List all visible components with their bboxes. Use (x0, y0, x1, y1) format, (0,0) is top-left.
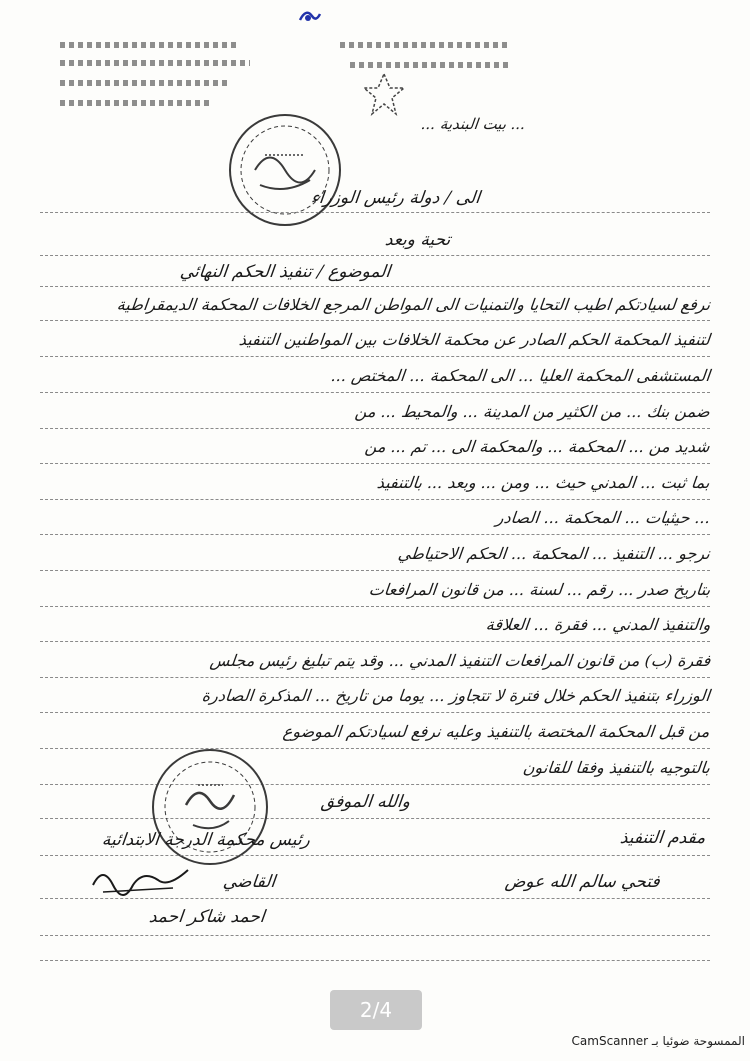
letterhead-line (60, 100, 210, 106)
signatory-left-note: القاضي (221, 872, 277, 892)
page-indicator: 2/4 (330, 990, 422, 1030)
ruled-line (40, 463, 710, 464)
ruled-line (40, 255, 710, 256)
ruled-line (40, 855, 710, 856)
signatory-right-name: فتحي سالم الله عوض (504, 872, 662, 892)
closing-line: والله الموفق (319, 792, 412, 812)
letterhead-line (340, 42, 510, 48)
ruled-line (40, 712, 710, 713)
address-line: الى / دولة رئيس الوزراء (309, 188, 482, 208)
ruled-line (40, 606, 710, 607)
signatory-left-title: رئيس محكمة الدرجة الابتدائية (101, 830, 312, 850)
signatory-left-name: احمد شاكر احمد (148, 907, 267, 927)
greeting-line: تحية وبعد (383, 230, 452, 250)
ruled-line (40, 748, 710, 749)
body-line: نرفع لسيادتكم اطيب التحايا والتمنيات الى المواطن المرجع الخلافات المحكمة الديمقراطية (115, 295, 711, 314)
ruled-line (40, 499, 710, 500)
ruled-line (40, 286, 710, 287)
signature-left (88, 860, 198, 900)
ruled-line (40, 784, 710, 785)
subject-line: الموضوع / تنفيذ الحكم النهائي (178, 262, 392, 282)
body-line: فقرة (ب) من قانون المرافعات التنفيذ المدني ... وقد يتم تبليغ رئيس مجلس (208, 651, 711, 670)
body-line: والتنفيذ المدني ... فقرة ... العلاقة (484, 615, 711, 634)
body-line: الوزراء بتنفيذ الحكم خلال فترة لا تتجاوز ... يوما من تاريخ ... المذكرة الصادرة (201, 686, 711, 705)
body-line: بتاريخ صدر ... رقم ... لسنة ... من قانون المرافعات (367, 580, 711, 599)
emblem-icon (360, 70, 408, 120)
body-line: من قبل المحكمة المختصة بالتنفيذ وعليه نرفع لسيادتكم الموضوع (282, 722, 711, 741)
body-line: شديد من ... المحكمة ... والمحكمة الى ... تم ... من (364, 437, 711, 456)
signatory-right-title: مقدم التنفيذ (618, 828, 707, 848)
ruled-line (40, 320, 710, 321)
body-line: ضمن بنك ... من الكثير من المدينة ... والمحيط ... من (354, 402, 711, 421)
body-line: بما ثبت ... المدني حيث ... ومن ... وبعد ... بالتنفيذ (376, 473, 711, 492)
scanner-footer: الممسوحة ضوئيا بـ CamScanner (571, 1034, 745, 1048)
ruled-line (40, 212, 710, 213)
letterhead-line (60, 42, 240, 48)
ruled-line (40, 392, 710, 393)
letterhead-line (60, 80, 230, 86)
ruled-line (40, 641, 710, 642)
body-line: ... حيثيات ... المحكمة ... الصادر (495, 508, 711, 527)
letterhead-line (60, 60, 250, 66)
ruled-line (40, 428, 710, 429)
ruled-line (40, 534, 710, 535)
body-line: المستشفى المحكمة العليا ... الى المحكمة ... المختص ... (330, 366, 711, 385)
ruled-line (40, 570, 710, 571)
body-line: نرجو ... التنفيذ ... المحكمة ... الحكم الاحتياطي (397, 544, 711, 563)
header-line: ... بيت البندية ... (419, 115, 526, 133)
ruled-line (40, 935, 710, 936)
top-mark-icon (296, 6, 322, 28)
ruled-line (40, 677, 710, 678)
ruled-line (40, 960, 710, 961)
body-line: لتنفيذ المحكمة الحكم الصادر عن محكمة الخلافات بين المواطنين التنفيذ (238, 330, 711, 349)
body-line: بالتوجيه بالتنفيذ وفقا للقانون (522, 758, 711, 777)
ruled-line (40, 898, 710, 899)
ruled-line (40, 818, 710, 819)
ruled-line (40, 356, 710, 357)
official-stamp-court (148, 745, 273, 870)
letterhead-line (350, 62, 510, 68)
